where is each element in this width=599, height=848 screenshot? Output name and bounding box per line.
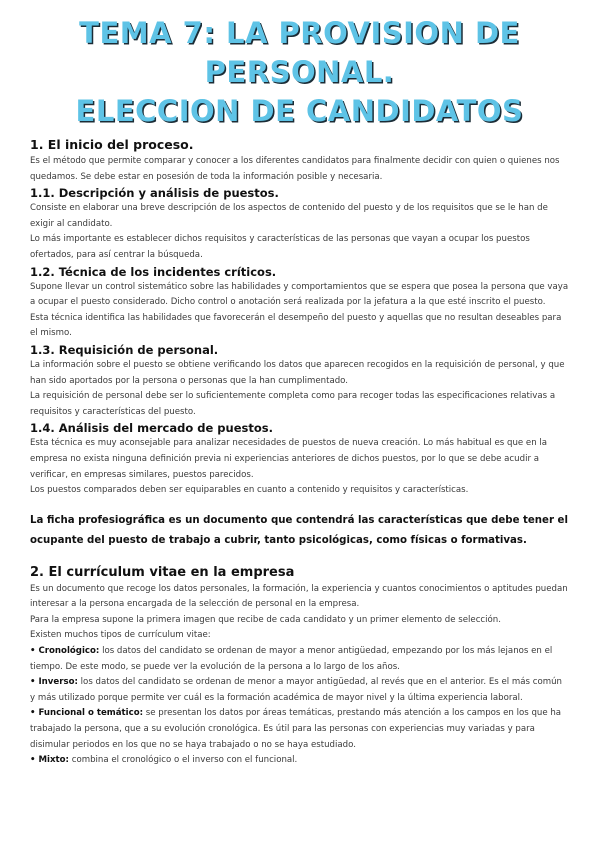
cv-type-description: los datos del candidato se ordenan de mayor a menor antigüedad, empezando por los más lejanos en el tiempo. De este modo, se puede ver la evolución de la persona a lo largo de los años. (30, 646, 553, 672)
section-1-1-paragraph-1: Consiste en elaborar una breve descripción de los aspectos de contenido del puesto y de los requisitos que se le han de exigir al candidato. (30, 203, 548, 229)
section-1-2-heading: 1.2. Técnica de los incidentes críticos. (30, 264, 277, 279)
cv-type-label: • Funcional o temático: (30, 708, 144, 719)
section-2 (30, 565, 569, 769)
title-line-1: TEMA 7: LA PROVISION DE PERSONAL. (79, 16, 520, 89)
section-1-1-paragraph-2: Lo más importante es establecer dichos requisitos y características de las personas que vayan a ocupar los puestos ofertados, para así centrar la búsqueda. (30, 234, 530, 260)
section-1-2 (30, 265, 569, 342)
page-title (30, 14, 569, 131)
section-1-2-paragraph-2: Esta técnica identifica las habilidades que favorecerán el desempeño del puesto y aquellas que no resultan deseables para el mismo. (30, 312, 562, 339)
section-1-1-heading: 1.1. Descripción y análisis de puestos. (30, 186, 279, 201)
section-1 (30, 137, 569, 185)
cv-type-description: los datos del candidato se ordenan de menor a mayor antigüedad, al revés que en el anterior. Es el más común y más utilizado porque permite ver cuál es la formación académica de mayor nivel y la última experiencia laboral. (30, 677, 563, 703)
section-1-4-paragraph-1: Esta técnica es muy aconsejable para analizar necesidades de puestos de nueva creación. Lo más habitual es que en la empresa no exista ninguna definición previa ni experiencias anteriores de dichos puestos, por lo que se debe acudir a verificar, en empresas similares, puestos parecidos. (30, 438, 548, 480)
section-2-paragraph-2: Para la empresa supone la primera imagen que recibe de cada candidato y un primer elemento de selección. (30, 614, 501, 625)
cv-type-description: se presentan los datos por áreas temáticas, prestando más atención a los campos en los que ha trabajado la persona, que a su evolución cronológica. Es útil para las personas con experiencias muy variadas y para disimular periodos en los que no se haya trabajado o no se haya estudiado. (30, 708, 562, 750)
section-1-4 (30, 421, 569, 498)
section-1-text: Es el método que permite comparar y conocer a los diferentes candidatos para finalmente decidir con quien o quienes nos quedamos. Se debe estar en posesión de toda la información posible y necesaria. (30, 156, 560, 182)
section-1-3-paragraph-1: La información sobre el puesto se obtiene verificando los datos que aparecen recogidos en la requisición de personal, y que han sido aportados por la persona o personas que la han cumplimentado. (30, 359, 565, 386)
section-1-3 (30, 343, 569, 420)
cv-type-label: • Cronológico: (30, 646, 100, 657)
section-1-4-paragraph-2: Los puestos comparados deben ser equiparables en cuanto a contenido y requisitos y características. (30, 485, 469, 496)
cv-type-mixto (30, 753, 569, 769)
cv-type-funcional (30, 706, 569, 753)
cv-type-inverso (30, 675, 569, 706)
cv-type-label: • Inverso: (30, 677, 78, 688)
section-1-4-heading: 1.4. Análisis del mercado de puestos. (30, 421, 273, 436)
title-line-2: ELECCION DE CANDIDATOS (75, 94, 524, 128)
section-1-2-paragraph-1: Supone llevar un control sistemático sobre las habilidades y comportamientos que se espera que posea la persona que vaya a ocupar el puesto considerado. Dicho control o anotación será realizada por la jefatura a la que esté inscrito el puesto. (30, 281, 569, 308)
section-2-heading: 2. El currículum vitae en la empresa (30, 564, 295, 580)
section-1-3-heading: 1.3. Requisición de personal. (30, 342, 219, 357)
section-2-paragraph-1: Es un documento que recoge los datos personales, la formación, la experiencia y cuantos conocimientos o aptitudes puedan interesar a la persona encargada de la selección de personal en la empresa. (30, 583, 568, 610)
section-1-3-paragraph-2: La requisición de personal debe ser lo suficientemente completa como para recoger todas las especificaciones relativas a requisitos y características del puesto. (30, 391, 556, 417)
section-1-heading: 1. El inicio del proceso. (30, 137, 194, 152)
section-1-1 (30, 186, 569, 263)
cv-type-description: combina el cronológico o el inverso con el funcional. (68, 755, 298, 766)
cv-type-cronologico (30, 644, 569, 675)
ficha-profesiografica-note: La ficha profesiográfica es un documento que contendrá las características que debe tener el ocupante del puesto de trabajo a cubrir, tanto psicológicas, como físicas o formativas. (30, 514, 568, 546)
section-2-paragraph-3: Existen muchos tipos de currículum vitae: (30, 630, 211, 641)
cv-type-label: • Mixto: (30, 755, 69, 766)
